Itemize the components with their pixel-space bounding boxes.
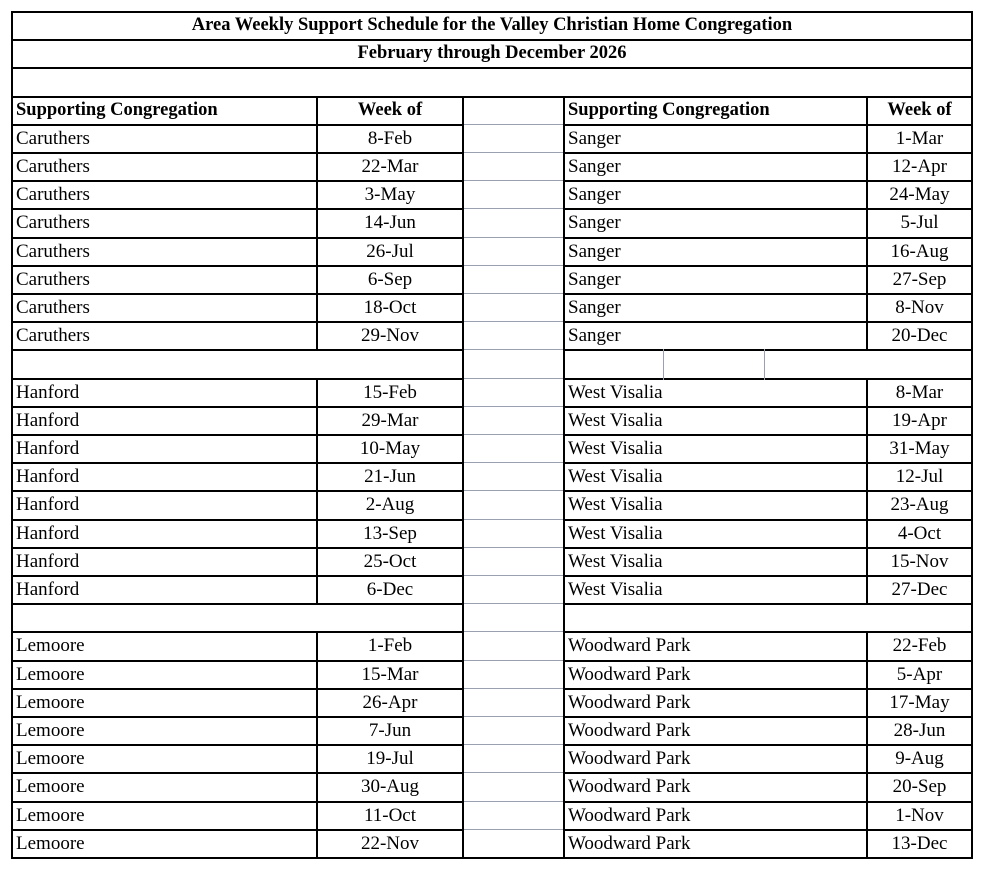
grid-line [12, 349, 463, 351]
left-week-cell: 14-Jun [364, 212, 416, 233]
grid-line [564, 434, 972, 436]
left-week-cell: 26-Apr [362, 692, 418, 713]
grid-line [564, 519, 972, 521]
grid-line [564, 378, 972, 380]
left-congregation-cell: Hanford [16, 382, 80, 403]
grid-line [564, 462, 972, 464]
grid-line [564, 237, 972, 239]
left-congregation-cell: Caruthers [16, 156, 90, 177]
left-congregation-cell: Caruthers [16, 184, 90, 205]
grid-line [866, 378, 868, 605]
grid-line [463, 575, 564, 576]
grid-line [12, 857, 972, 859]
right-week-cell: 19-Apr [892, 410, 947, 431]
grid-line [463, 265, 564, 266]
grid-line [463, 801, 564, 802]
left-congregation-cell: Caruthers [16, 212, 90, 233]
left-week-cell: 15-Mar [361, 664, 419, 685]
grid-line [12, 265, 463, 267]
grid-line [564, 603, 972, 605]
left-week-cell: 1-Feb [367, 635, 413, 656]
right-week-cell: 1-Mar [895, 128, 944, 149]
left-week-cell: 25-Oct [363, 551, 417, 572]
grid-line [12, 829, 463, 831]
left-congregation-cell: Lemoore [16, 692, 85, 713]
grid-line [12, 490, 463, 492]
grid-line [564, 293, 972, 295]
left-congregation-cell: Hanford [16, 410, 80, 431]
left-congregation-cell: Caruthers [16, 297, 90, 318]
grid-line [564, 349, 972, 351]
right-week-cell: 5-Apr [896, 664, 943, 685]
grid-line [463, 519, 564, 520]
grid-line [12, 744, 463, 746]
grid-line [463, 378, 564, 379]
left-week-cell: 2-Aug [365, 494, 415, 515]
left-week-cell: 6-Dec [366, 579, 414, 600]
right-congregation-cell: West Visalia [568, 466, 663, 487]
left-week-cell: 22-Nov [360, 833, 420, 854]
grid-line [463, 716, 564, 717]
grid-line [12, 67, 972, 69]
right-week-cell: 5-Jul [900, 212, 939, 233]
grid-line [463, 462, 564, 463]
grid-line [463, 631, 564, 632]
grid-line [564, 801, 972, 803]
right-congregation-cell: Sanger [568, 269, 621, 290]
right-congregation-cell: Woodward Park [568, 664, 691, 685]
grid-line [463, 829, 564, 830]
grid-line [564, 490, 972, 492]
right-congregation-cell: Sanger [568, 325, 621, 346]
grid-line [564, 321, 972, 323]
grid-line [12, 237, 463, 239]
right-week-cell: 9-Aug [895, 748, 944, 769]
grid-line [316, 96, 318, 351]
left-week-cell: 29-Mar [361, 410, 419, 431]
right-week-cell: 16-Aug [890, 241, 949, 262]
right-congregation-cell: Sanger [568, 212, 621, 233]
grid-line [564, 208, 972, 210]
grid-line [866, 96, 868, 351]
left-week-cell: 29-Nov [360, 325, 420, 346]
grid-line [316, 378, 318, 605]
left-congregation-cell: Caruthers [16, 128, 90, 149]
grid-line [463, 547, 564, 548]
grid-line [12, 180, 463, 182]
left-congregation-cell: Lemoore [16, 776, 85, 797]
grid-line [463, 321, 564, 322]
grid-line [564, 575, 972, 577]
grid-line [564, 152, 972, 154]
left-week-cell: 30-Aug [360, 776, 420, 797]
grid-line [12, 660, 463, 662]
grid-line [564, 660, 972, 662]
table-title: Area Weekly Support Schedule for the Valley Christian Home Congregation [191, 15, 793, 35]
grid-line [564, 744, 972, 746]
grid-line [463, 208, 564, 209]
header-left-week: Week of [357, 100, 423, 120]
right-week-cell: 17-May [889, 692, 950, 713]
grid-line [463, 406, 564, 407]
right-week-cell: 12-Apr [892, 156, 947, 177]
grid-line [12, 321, 463, 323]
left-congregation-cell: Lemoore [16, 833, 85, 854]
right-week-cell: 12-Jul [895, 466, 944, 487]
left-week-cell: 10-May [359, 438, 421, 459]
left-congregation-cell: Hanford [16, 466, 80, 487]
right-week-cell: 1-Nov [895, 805, 944, 826]
header-right-week: Week of [887, 100, 952, 120]
left-congregation-cell: Hanford [16, 523, 80, 544]
grid-line [564, 124, 972, 126]
right-week-cell: 8-Mar [895, 382, 944, 403]
grid-line [564, 772, 972, 774]
grid-line [564, 631, 972, 633]
right-congregation-cell: Sanger [568, 297, 621, 318]
grid-line [463, 349, 564, 350]
grid-line [463, 152, 564, 153]
left-week-cell: 8-Feb [367, 128, 413, 149]
grid-line [463, 293, 564, 294]
right-congregation-cell: Sanger [568, 184, 621, 205]
right-congregation-cell: West Visalia [568, 579, 663, 600]
grid-line [462, 96, 464, 859]
grid-line [12, 11, 972, 13]
grid-line [463, 490, 564, 491]
grid-line [564, 688, 972, 690]
grid-line [12, 39, 972, 41]
grid-line [12, 462, 463, 464]
right-congregation-cell: Woodward Park [568, 776, 691, 797]
right-week-cell: 23-Aug [890, 494, 949, 515]
grid-line [12, 152, 463, 154]
header-right-congregation: Supporting Congregation [568, 100, 770, 120]
left-week-cell: 19-Jul [366, 748, 414, 769]
left-congregation-cell: Lemoore [16, 720, 85, 741]
grid-line [12, 434, 463, 436]
left-week-cell: 15-Feb [363, 382, 417, 403]
grid-line [463, 237, 564, 238]
left-congregation-cell: Hanford [16, 494, 80, 515]
left-congregation-cell: Hanford [16, 438, 80, 459]
right-week-cell: 31-May [889, 438, 950, 459]
grid-line [463, 744, 564, 745]
grid-line [463, 603, 564, 604]
grid-line [12, 688, 463, 690]
schedule-table [12, 11, 972, 857]
right-congregation-cell: West Visalia [568, 382, 663, 403]
right-week-cell: 27-Dec [891, 579, 948, 600]
left-week-cell: 21-Jun [364, 466, 416, 487]
right-week-cell: 22-Feb [892, 635, 947, 656]
right-week-cell: 8-Nov [895, 297, 944, 318]
grid-line [12, 547, 463, 549]
right-congregation-cell: Woodward Park [568, 833, 691, 854]
left-week-cell: 3-May [364, 184, 416, 205]
grid-line [463, 688, 564, 689]
left-week-cell: 13-Sep [363, 523, 417, 544]
left-week-cell: 11-Oct [363, 805, 417, 826]
right-congregation-cell: West Visalia [568, 523, 663, 544]
header-left-congregation: Supporting Congregation [16, 100, 218, 120]
right-congregation-cell: Sanger [568, 128, 621, 149]
grid-line [564, 716, 972, 718]
grid-line [463, 660, 564, 661]
right-congregation-cell: West Visalia [568, 494, 663, 515]
grid-line [12, 406, 463, 408]
grid-line [12, 801, 463, 803]
right-congregation-cell: Woodward Park [568, 805, 691, 826]
right-week-cell: 20-Sep [892, 776, 947, 797]
right-week-cell: 28-Jun [893, 720, 946, 741]
left-congregation-cell: Hanford [16, 579, 80, 600]
grid-line [12, 124, 463, 126]
left-week-cell: 22-Mar [361, 156, 419, 177]
grid-line [463, 180, 564, 181]
right-week-cell: 13-Dec [891, 833, 948, 854]
right-congregation-cell: Sanger [568, 156, 621, 177]
grid-line [12, 716, 463, 718]
right-week-cell: 20-Dec [891, 325, 948, 346]
left-week-cell: 6-Sep [367, 269, 413, 290]
right-congregation-cell: West Visalia [568, 551, 663, 572]
right-congregation-cell: West Visalia [568, 410, 663, 431]
grid-line [12, 293, 463, 295]
grid-line [12, 96, 972, 98]
grid-line [564, 180, 972, 182]
grid-line [463, 434, 564, 435]
grid-line [12, 603, 463, 605]
right-congregation-cell: Woodward Park [568, 635, 691, 656]
grid-line [12, 208, 463, 210]
grid-line [764, 349, 765, 380]
left-congregation-cell: Lemoore [16, 748, 85, 769]
right-congregation-cell: West Visalia [568, 438, 663, 459]
grid-line [12, 519, 463, 521]
right-congregation-cell: Woodward Park [568, 748, 691, 769]
table-subtitle: February through December 2026 [357, 43, 627, 63]
left-congregation-cell: Hanford [16, 551, 80, 572]
right-week-cell: 24-May [889, 184, 950, 205]
right-week-cell: 27-Sep [892, 269, 947, 290]
right-congregation-cell: Sanger [568, 241, 621, 262]
grid-line [12, 772, 463, 774]
grid-line [12, 378, 463, 380]
right-congregation-cell: Woodward Park [568, 720, 691, 741]
grid-line [463, 124, 564, 125]
left-congregation-cell: Caruthers [16, 269, 90, 290]
grid-line [564, 547, 972, 549]
left-week-cell: 7-Jun [368, 720, 412, 741]
left-week-cell: 26-Jul [366, 241, 414, 262]
left-congregation-cell: Lemoore [16, 664, 85, 685]
left-congregation-cell: Caruthers [16, 241, 90, 262]
grid-line [563, 96, 565, 859]
left-congregation-cell: Caruthers [16, 325, 90, 346]
grid-line [564, 265, 972, 267]
grid-line [564, 406, 972, 408]
right-congregation-cell: Woodward Park [568, 692, 691, 713]
grid-line [12, 631, 463, 633]
right-week-cell: 15-Nov [890, 551, 949, 572]
left-congregation-cell: Lemoore [16, 805, 85, 826]
grid-line [12, 575, 463, 577]
grid-line [463, 772, 564, 773]
grid-line [663, 349, 664, 380]
right-week-cell: 4-Oct [897, 523, 942, 544]
grid-line [316, 631, 318, 859]
grid-line [866, 631, 868, 859]
grid-line [564, 829, 972, 831]
left-week-cell: 18-Oct [363, 297, 417, 318]
left-congregation-cell: Lemoore [16, 635, 85, 656]
